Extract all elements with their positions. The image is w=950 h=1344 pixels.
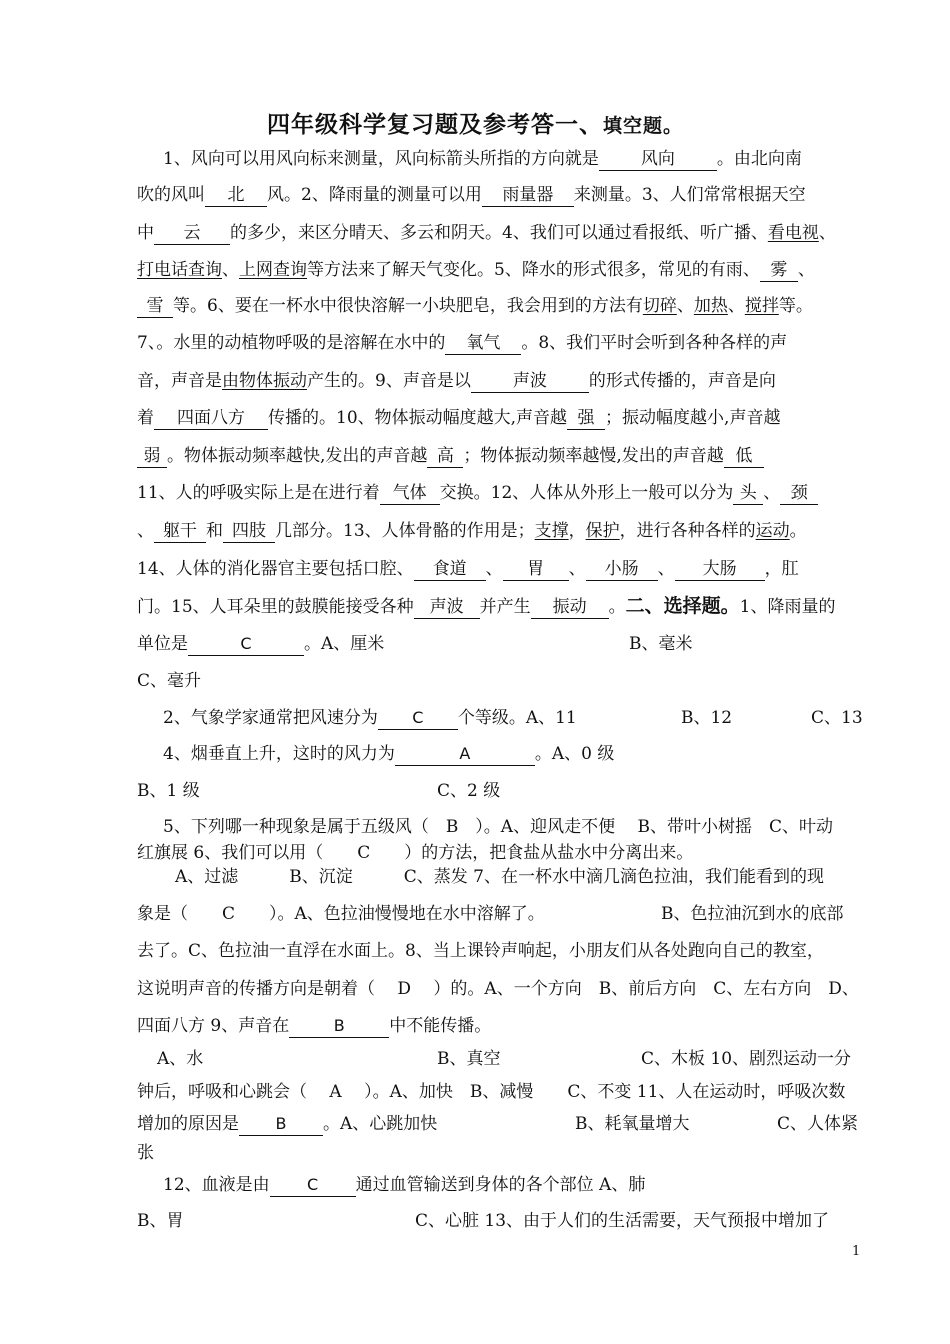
text-line	[175, 865, 905, 889]
answer-text: 声波	[512, 371, 547, 391]
text-segment: 来测量。3、人们常常根据天空	[573, 185, 806, 205]
answer-text: C	[412, 708, 424, 727]
answer-text: 雾	[770, 260, 788, 280]
text-segment: 去了。C、色拉油一直浮在水面上。8、当上课铃声响起，小朋友们从各处跑向自己的教室，	[137, 941, 824, 961]
answer-blank	[154, 408, 268, 430]
answer-text: 小肠	[604, 559, 639, 579]
answer-blank	[675, 559, 765, 581]
text-line	[157, 1047, 887, 1071]
answer-text: 高	[436, 446, 454, 466]
answer-blank	[780, 483, 818, 505]
text-segment: 等方法来了解天气变化。5、降水的形式很多，常见的有雨、	[307, 260, 760, 280]
answer-text: 氧气	[466, 333, 501, 353]
answer-blank	[137, 296, 173, 318]
text-segment: 等。	[778, 296, 813, 316]
answer-blank	[567, 408, 605, 430]
text-segment: 、	[676, 296, 694, 316]
text-segment: 。由北向南	[716, 149, 802, 169]
text-line	[163, 1173, 893, 1197]
text-segment: 等。6、要在一杯水中很快溶解一小块肥皂，我会用到的方法有	[173, 296, 643, 316]
text-segment: 和	[206, 521, 223, 541]
text-segment: 、	[657, 559, 675, 579]
answer-blank	[414, 559, 486, 581]
answer-text: 搅拌	[744, 296, 779, 316]
text-segment: 。物体振动频率越快,发出的声音越	[167, 446, 428, 466]
text-line	[137, 841, 867, 865]
answer-text: 头	[739, 483, 757, 503]
text-segment: 着	[137, 408, 154, 428]
text-segment: ；物体振动频率越慢,发出的声音越	[463, 446, 724, 466]
answer-text: 弱	[143, 446, 161, 466]
text-segment: 、	[485, 559, 503, 579]
text-line	[137, 444, 867, 468]
answer-blank	[503, 559, 569, 581]
option-text: B、12	[681, 708, 733, 728]
text-segment: 交换。12、人体从外形上一般可以分为	[439, 483, 734, 503]
answer-text: B	[333, 1016, 345, 1035]
text-segment: 个等级。A、11	[457, 708, 577, 728]
text-segment: C、心脏 13、由于人们的生活需要，天气预报中增加了	[415, 1211, 830, 1231]
text-line	[163, 815, 893, 839]
answer-text: 保护	[585, 521, 620, 541]
text-segment: 四面八方 9、声音在	[137, 1016, 290, 1036]
text-segment: 中	[137, 223, 154, 243]
text-segment: 门。15、人耳朵里的鼓膜能接受各种	[137, 597, 414, 617]
text-segment: 、	[763, 483, 781, 503]
text-segment: 产生的。9、声音是以	[307, 371, 471, 391]
answer-text: B	[275, 1114, 287, 1133]
text-line	[137, 294, 867, 318]
answer-blank	[154, 521, 206, 543]
answer-text: 雨量器	[502, 185, 554, 205]
text-segment: ，肛	[764, 559, 799, 579]
text-segment: 传播的。10、物体振动幅度越大,声音越	[268, 408, 568, 428]
answer-text: 大肠	[702, 559, 737, 579]
text-line	[137, 1209, 867, 1233]
text-segment: 、	[568, 559, 586, 579]
section-heading: 二、选择题。	[625, 595, 740, 617]
answer-text: 风向	[640, 149, 675, 169]
answer-blank	[188, 634, 304, 656]
answer-blank	[427, 446, 463, 468]
text-segment: 。A、心跳加快	[323, 1114, 438, 1134]
answer-text: 看电视	[767, 223, 819, 243]
text-segment: A、过滤 B、沉淀 C、蒸发 7、在一杯水中滴几滴色拉油，我们能看到的现	[175, 867, 824, 887]
answer-text: 气体	[392, 483, 427, 503]
text-line	[137, 1014, 867, 1038]
text-line	[137, 1112, 867, 1136]
answer-text: A	[459, 744, 471, 763]
text-segment: 并产生	[479, 597, 531, 617]
answer-text: C	[307, 1175, 319, 1194]
text-line	[137, 183, 867, 207]
answer-text: 躯干	[163, 521, 197, 541]
answer-text: 由物体振动	[222, 371, 307, 391]
text-segment: ，	[568, 521, 586, 541]
text-segment: 4、烟垂直上升，这时的风力为	[163, 744, 395, 764]
answer-blank	[223, 521, 275, 543]
text-line	[163, 147, 893, 171]
answer-blank	[154, 223, 230, 245]
document-title	[0, 106, 950, 139]
option-text: B、1 级	[137, 781, 200, 801]
text-segment: 14、人体的消化器官主要包括口腔、	[137, 559, 414, 579]
text-line	[163, 706, 893, 730]
option-text: B、色拉油沉到水的底部	[661, 904, 844, 924]
answer-text: 声波	[429, 597, 464, 617]
text-segment: 象是（ C ）。A、色拉油慢慢地在水中溶解了。	[137, 904, 545, 924]
answer-blank	[471, 371, 589, 393]
answer-blank	[733, 483, 763, 505]
text-segment: 。A、厘米	[304, 634, 385, 654]
text-segment: 增加的原因是	[137, 1114, 239, 1134]
answer-text: 加热	[693, 296, 728, 316]
text-line	[137, 1141, 867, 1165]
text-line	[137, 1080, 867, 1104]
answer-blank	[270, 1175, 356, 1197]
answer-blank	[760, 260, 798, 282]
text-segment: 的多少，来区分晴天、多云和阴天。4、我们可以通过看报纸、听广播、	[230, 223, 768, 243]
answer-text: 四面八方	[177, 408, 245, 428]
text-line	[137, 258, 867, 282]
option-text: B、真空	[437, 1049, 501, 1069]
answer-blank	[380, 483, 440, 505]
text-line	[137, 481, 867, 505]
text-segment: 红旗展 6、我们可以用（ C ）的方法，把食盐从盐水中分离出来。	[137, 843, 694, 863]
option-text: B、耗氧量增大	[575, 1114, 690, 1134]
text-segment: 、	[222, 260, 239, 280]
text-line	[137, 939, 867, 963]
text-segment: 吹的风叫	[137, 185, 205, 205]
option-text: C、13	[811, 708, 863, 728]
text-line	[163, 742, 893, 766]
text-segment: 、	[137, 521, 154, 541]
answer-text: 振动	[552, 597, 587, 617]
option-text: B、胃	[137, 1211, 184, 1231]
text-segment: 5、下列哪一种现象是属于五级风（ B ）。A、迎风走不便 B、带叶小树摇 C、叶动	[163, 817, 833, 837]
text-segment: 。	[608, 597, 626, 617]
text-segment: ，进行各种各样的	[619, 521, 756, 541]
text-line	[137, 519, 867, 543]
text-segment: 、	[818, 223, 836, 243]
title-main: 四年级科学复习题及参考答一、	[266, 111, 603, 138]
text-line	[137, 594, 867, 618]
answer-blank	[586, 559, 658, 581]
text-line	[137, 406, 867, 430]
answer-blank	[378, 708, 458, 730]
answer-blank	[395, 744, 535, 766]
option-text: C、毫升	[137, 671, 202, 691]
text-segment: 11、人的呼吸实际上是在进行着	[137, 483, 380, 503]
answer-text: 颈	[790, 483, 808, 503]
text-segment: 张	[137, 1143, 154, 1163]
text-segment: 1、降雨量的	[739, 597, 836, 617]
text-segment: 7、。水里的动植物呼吸的是溶解在水中的	[137, 333, 446, 353]
text-line	[137, 779, 867, 803]
answer-text: 食道	[432, 559, 467, 579]
text-segment: 音，声音是	[137, 371, 222, 391]
answer-blank	[599, 149, 717, 171]
answer-text: 强	[577, 408, 595, 428]
text-segment: 1、风向可以用风向标来测量，风向标箭头所指的方向就是	[163, 149, 599, 169]
title-tail: 填空题。	[602, 115, 683, 137]
text-line	[137, 331, 867, 355]
text-segment: 。	[789, 521, 807, 541]
answer-blank	[445, 333, 521, 355]
answer-text: 支撑	[534, 521, 569, 541]
answer-blank	[531, 597, 609, 619]
answer-blank	[482, 185, 574, 207]
answer-text: 胃	[527, 559, 545, 579]
text-segment: 这说明声音的传播方向是朝着（ D ）的。A、一个方向 B、前后方向 C、左右方向 D、	[137, 979, 859, 999]
text-line	[137, 977, 867, 1001]
answer-blank	[239, 1114, 323, 1136]
answer-blank	[724, 446, 764, 468]
answer-text: 打电话查询	[137, 260, 222, 280]
text-segment: 12、血液是由	[163, 1175, 270, 1195]
text-segment: 钟后，呼吸和心跳会（ A ）。A、加快 B、减慢 C、不变 11、人在运动时，呼吸次数	[137, 1082, 846, 1102]
text-segment: ；振动幅度越小,声音越	[605, 408, 781, 428]
answer-text: 四肢	[232, 521, 266, 541]
text-line	[137, 221, 867, 245]
answer-text: C	[240, 634, 252, 653]
text-line	[137, 557, 867, 581]
text-segment: 。A、0 级	[534, 744, 615, 764]
option-text: B、毫米	[629, 634, 693, 654]
text-segment: 2、气象学家通常把风速分为	[163, 708, 378, 728]
text-segment: C、木板 10、剧烈运动一分	[641, 1049, 852, 1069]
answer-blank	[137, 446, 167, 468]
answer-blank	[289, 1016, 389, 1038]
text-segment: 通过血管输送到身体的各个部位 A、肺	[355, 1175, 646, 1195]
option-text: A、水	[157, 1049, 204, 1069]
text-segment: 中不能传播。	[389, 1016, 492, 1036]
text-segment: 几部分。13、人体骨骼的作用是；	[275, 521, 535, 541]
answer-blank	[414, 597, 480, 619]
text-segment: 、	[727, 296, 745, 316]
option-text: C、2 级	[437, 781, 501, 801]
text-line	[137, 632, 867, 656]
option-text: C、人体紧	[777, 1114, 859, 1134]
text-line	[137, 369, 867, 393]
text-segment: 风。2、降雨量的测量可以用	[267, 185, 482, 205]
answer-text: 北	[227, 185, 245, 205]
answer-text: 雪	[146, 296, 164, 316]
text-segment: 、	[797, 260, 815, 280]
text-line	[137, 669, 867, 693]
answer-blank	[205, 185, 267, 207]
text-segment: 单位是	[137, 634, 188, 654]
text-line	[137, 902, 867, 926]
answer-text: 运动	[755, 521, 790, 541]
text-segment: 的形式传播的，声音是向	[588, 371, 776, 391]
page-number: 1	[852, 1244, 861, 1259]
answer-text: 云	[183, 223, 201, 243]
text-segment: 。8、我们平时会听到各种各样的声	[521, 333, 788, 353]
answer-text: 上网查询	[239, 260, 307, 280]
answer-text: 低	[735, 446, 753, 466]
answer-text: 切碎	[642, 296, 677, 316]
